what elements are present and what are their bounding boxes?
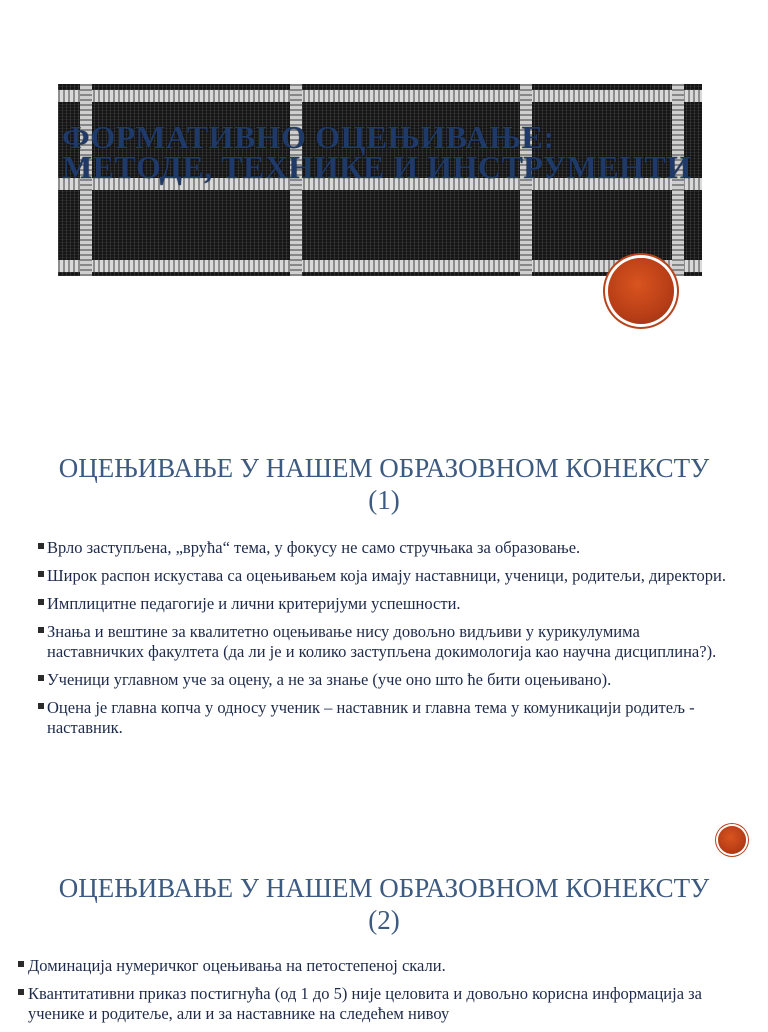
slide-title-line-2: (1) [368, 485, 400, 515]
slide-title-line-1: ОЦЕЊИВАЊЕ У НАШЕМ ОБРАЗОВНОМ КОНЕКСТУ [58, 873, 710, 903]
list-item: Широк распон искустава са оцењивањем која имају наставници, ученици, родитељи, директори. [38, 566, 738, 586]
title-banner [58, 84, 702, 276]
list-item: Имплицитне педагогије и лични критеријуми успешности. [38, 594, 738, 614]
bullet-list [38, 538, 738, 746]
slide-title-line-1: ОЦЕЊИВАЊЕ У НАШЕМ ОБРАЗОВНОМ КОНЕКСТУ [58, 453, 710, 483]
list-item: Оцена је главна копча у односу ученик – наставник и главна тема у комуникацији родитељ - наставник. [38, 698, 738, 738]
bullet-square-icon [18, 989, 24, 995]
bullet-square-icon [38, 599, 44, 605]
title-slide [0, 0, 768, 400]
bullet-square-icon [38, 571, 44, 577]
context-slide-1 [0, 440, 768, 860]
title-line-1: ФОРМАТИВНО ОЦЕЊИВАЊЕ: [62, 119, 555, 155]
decorative-circle [608, 258, 674, 324]
bullet-square-icon [18, 961, 24, 967]
list-item: Ученици углавном уче за оцену, а не за знање (уче оно што ће бити оцењивано). [38, 670, 738, 690]
banner-stripe [58, 90, 702, 102]
context-slide-2 [0, 860, 768, 1024]
list-item: Квантитативни приказ постигнућа (од 1 до 5) није целовита и довољно корисна информација за ученике и родитеље, али и за наставнике на следећем нивоу [14, 984, 754, 1024]
list-item: Врло заступљена, „врућа“ тема, у фокусу не само стручњака за образовање. [38, 538, 738, 558]
title-line-2: МЕТОДЕ, ТЕХНИКЕ И ИНСТРУМЕНТИ [62, 149, 692, 185]
bullet-square-icon [38, 675, 44, 681]
bullet-square-icon [38, 543, 44, 549]
presentation-title [62, 119, 702, 185]
slide-title [30, 872, 738, 936]
bullet-square-icon [38, 627, 44, 633]
bullet-list [14, 956, 754, 1032]
slide-title-line-2: (2) [368, 905, 400, 935]
bullet-square-icon [38, 703, 44, 709]
slide-title [30, 452, 738, 516]
decorative-circle [718, 826, 746, 854]
list-item: Знања и вештине за квалитетно оцењивање нису довољно видљиви у курикулумима наставничких факултета (да ли је и колико заступљена докимологија као научна дисциплина?). [38, 622, 738, 662]
banner-stripe [58, 260, 702, 272]
list-item: Доминација нумеричког оцењивања на петостепеној скали. [14, 956, 754, 976]
